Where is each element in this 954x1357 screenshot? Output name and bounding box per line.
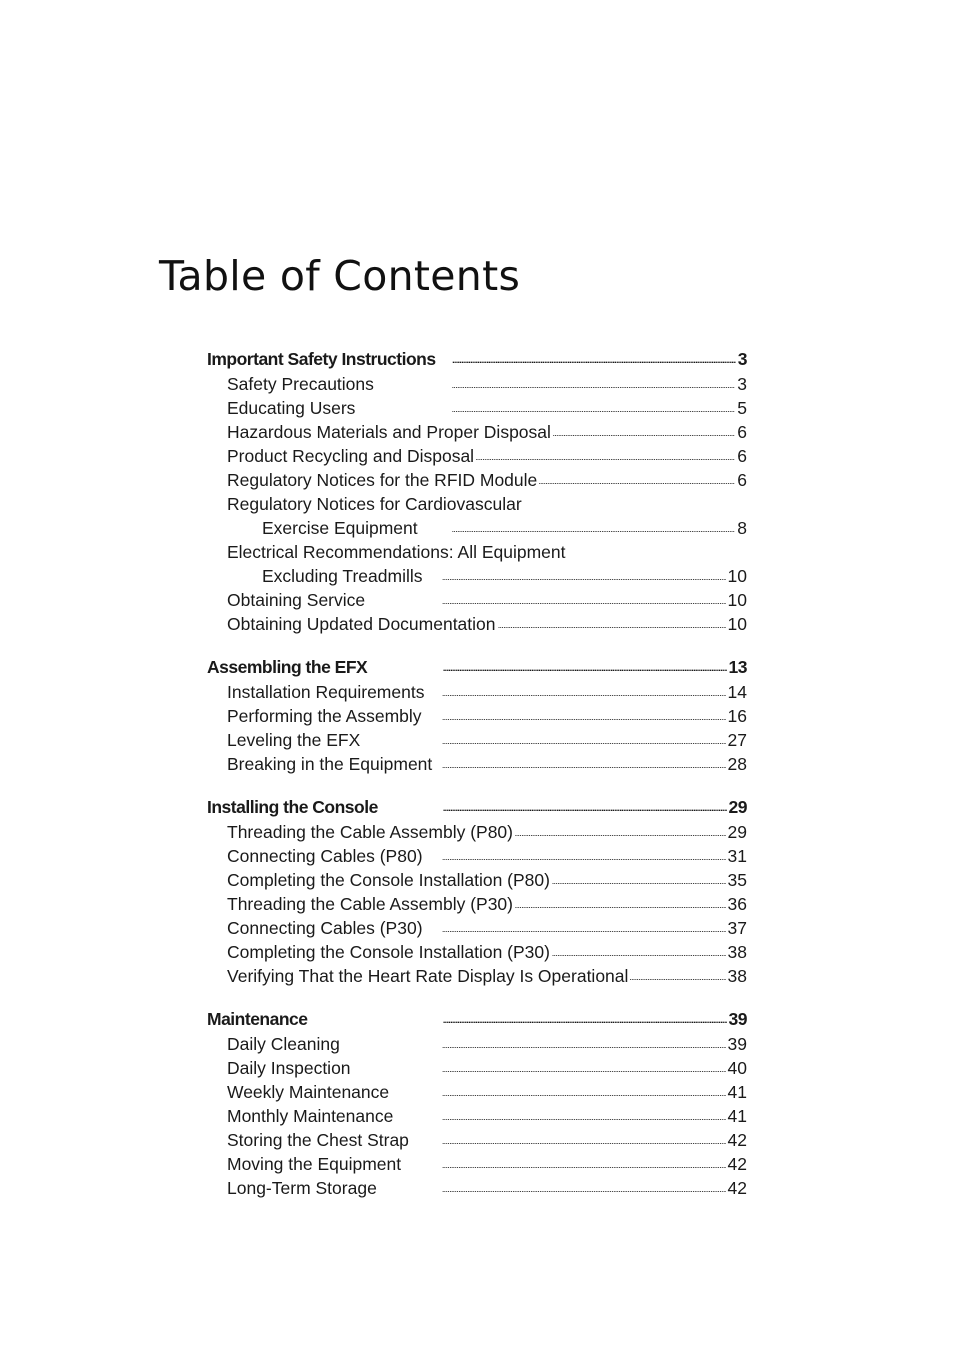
toc-entry[interactable]: [207, 372, 747, 396]
toc-entry-page: 35: [727, 870, 747, 890]
toc-entry[interactable]: [207, 1128, 747, 1152]
toc-entry-page: 6: [737, 422, 747, 442]
toc-entry[interactable]: [207, 844, 747, 868]
toc-entry[interactable]: [207, 752, 747, 776]
dot-leader: [376, 373, 735, 391]
dot-leader: [362, 729, 725, 747]
dot-leader: [476, 445, 735, 463]
toc-entry-page: 42: [727, 1130, 747, 1150]
toc-entry-label: Moving the Equipment: [227, 1154, 402, 1174]
dot-leader: [553, 421, 735, 439]
dot-leader: [424, 705, 726, 723]
toc-entry[interactable]: [207, 1176, 747, 1200]
toc-entry-label: Long-Term Storage: [227, 1178, 377, 1198]
toc-entry-label: Completing the Console Installation (P80): [227, 870, 550, 890]
toc-entry-label: Connecting Cables (P30): [227, 918, 423, 938]
toc-heading[interactable]: [207, 654, 747, 680]
toc-entry-page: 31: [727, 846, 747, 866]
toc-entry[interactable]: [207, 1104, 747, 1128]
dot-leader: [411, 1129, 726, 1147]
toc-entry-page: 6: [737, 446, 747, 466]
toc-entry-label: Regulatory Notices for Cardiovascular: [227, 494, 522, 514]
dot-leader: [424, 565, 725, 583]
toc-heading-page: 3: [737, 349, 747, 369]
dot-leader: [630, 965, 725, 983]
dot-leader: [438, 348, 736, 366]
dot-leader: [395, 1105, 725, 1123]
toc-entry[interactable]: [207, 1056, 747, 1080]
dot-leader: [379, 1177, 726, 1195]
toc-entry-label: Weekly Maintenance: [227, 1082, 390, 1102]
toc-entry-page: 6: [737, 470, 747, 490]
toc-entry-page: 38: [727, 942, 747, 962]
toc-entry-page: 28: [727, 754, 747, 774]
dot-leader: [426, 681, 725, 699]
toc-entry-label: Monthly Maintenance: [227, 1106, 394, 1126]
toc-entry-label: Leveling the EFX: [227, 730, 361, 750]
toc-entry-label: Verifying That the Heart Rate Display Is Operational: [227, 966, 629, 986]
toc-entry-label: Daily Cleaning: [227, 1034, 340, 1054]
toc-entry-continued-label: Excluding Treadmills: [262, 566, 423, 586]
page-title: Table of Contents: [159, 252, 521, 300]
toc-entry-label: Threading the Cable Assembly (P80): [227, 822, 513, 842]
toc-entry-page: 29: [727, 822, 747, 842]
toc-entry[interactable]: [207, 588, 747, 612]
toc-heading[interactable]: [207, 794, 747, 820]
toc-entry[interactable]: [207, 680, 747, 704]
toc-heading-page: 13: [728, 657, 747, 677]
toc-entry-label: Installation Requirements: [227, 682, 425, 702]
dot-leader: [515, 893, 726, 911]
toc-section: [207, 346, 747, 636]
toc-entry-label: Connecting Cables (P80): [227, 846, 423, 866]
toc-entry-page: 16: [727, 706, 747, 726]
toc-entry[interactable]: [207, 820, 747, 844]
dot-leader: [552, 941, 726, 959]
dot-leader: [369, 656, 726, 674]
toc-entry-label: Obtaining Service: [227, 590, 366, 610]
toc-entry-label: Regulatory Notices for the RFID Module: [227, 470, 538, 490]
toc-entry-page: 10: [727, 590, 747, 610]
toc-entry-label: Safety Precautions: [227, 374, 374, 394]
toc-entry-label: Product Recycling and Disposal: [227, 446, 475, 466]
toc-heading-page: 39: [728, 1009, 747, 1029]
toc-entry-page: 42: [727, 1154, 747, 1174]
toc-entry[interactable]: [207, 704, 747, 728]
dot-leader: [515, 821, 726, 839]
toc-section: [207, 654, 747, 776]
toc-entry[interactable]: [207, 964, 747, 988]
dot-leader: [425, 917, 726, 935]
toc-entry-page: 40: [727, 1058, 747, 1078]
toc-entry-page: 3: [737, 374, 747, 394]
dot-leader: [357, 397, 735, 415]
toc-entry-continued[interactable]: [207, 516, 747, 540]
dot-leader: [342, 1033, 726, 1051]
toc-entry-label: Completing the Console Installation (P30): [227, 942, 550, 962]
dot-leader: [539, 469, 735, 487]
toc-entry-continued-label: Exercise Equipment: [262, 518, 418, 538]
toc-entry[interactable]: [207, 444, 747, 468]
toc-entry[interactable]: [207, 1152, 747, 1176]
toc-section: [207, 1006, 747, 1200]
toc-entry[interactable]: [207, 540, 747, 564]
toc-entry-label: Threading the Cable Assembly (P30): [227, 894, 513, 914]
dot-leader: [391, 1081, 725, 1099]
dot-leader: [353, 1057, 726, 1075]
toc-entry-label: Daily Inspection: [227, 1058, 351, 1078]
toc-entry-page: 5: [737, 398, 747, 418]
toc-heading-page: 29: [728, 797, 747, 817]
toc-heading-label: Important Safety Instructions: [207, 349, 436, 369]
toc-entry[interactable]: [207, 1080, 747, 1104]
toc-entry[interactable]: [207, 728, 747, 752]
toc-entry-page: 10: [727, 614, 747, 634]
toc-entry-page: 41: [727, 1106, 747, 1126]
table-of-contents: [207, 346, 747, 1200]
dot-leader: [403, 1153, 725, 1171]
toc-entry-continued[interactable]: [207, 564, 747, 588]
toc-entry-page: 14: [727, 682, 747, 702]
toc-entry-page: 41: [727, 1082, 747, 1102]
toc-entry[interactable]: [207, 868, 747, 892]
toc-entry[interactable]: [207, 892, 747, 916]
toc-entry-label: Storing the Chest Strap: [227, 1130, 409, 1150]
toc-entry[interactable]: [207, 1032, 747, 1056]
toc-entry-label: Hazardous Materials and Proper Disposal: [227, 422, 551, 442]
dot-leader: [367, 589, 725, 607]
dot-leader: [380, 796, 727, 814]
dot-leader: [420, 517, 736, 535]
toc-entry-page: 37: [727, 918, 747, 938]
toc-entry-page: 39: [727, 1034, 747, 1054]
toc-entry-label: Obtaining Updated Documentation: [227, 614, 496, 634]
dot-leader: [552, 869, 726, 887]
toc-entry-continued-page: 10: [727, 566, 747, 586]
toc-entry-continued-page: 8: [737, 518, 747, 538]
toc-heading[interactable]: [207, 346, 747, 372]
toc-section: [207, 794, 747, 988]
toc-entry-label: Educating Users: [227, 398, 356, 418]
toc-entry[interactable]: [207, 940, 747, 964]
toc-entry-page: 27: [727, 730, 747, 750]
dot-leader: [425, 845, 726, 863]
toc-entry-label: Performing the Assembly: [227, 706, 422, 726]
toc-entry[interactable]: [207, 612, 747, 636]
toc-entry[interactable]: [207, 468, 747, 492]
toc-entry-page: 42: [727, 1178, 747, 1198]
toc-entry[interactable]: [207, 396, 747, 420]
toc-heading-label: Maintenance: [207, 1009, 308, 1029]
toc-entry-label: Breaking in the Equipment: [227, 754, 433, 774]
dot-leader: [434, 753, 725, 771]
toc-heading-label: Assembling the EFX: [207, 657, 368, 677]
dot-leader: [498, 613, 726, 631]
toc-heading-label: Installing the Console: [207, 797, 378, 817]
toc-entry-label: Electrical Recommendations: All Equipment: [227, 542, 566, 562]
toc-entry[interactable]: [207, 492, 747, 516]
toc-entry-page: 36: [727, 894, 747, 914]
toc-entry[interactable]: [207, 916, 747, 940]
toc-entry-page: 38: [727, 966, 747, 986]
toc-heading[interactable]: [207, 1006, 747, 1032]
dot-leader: [310, 1008, 727, 1026]
toc-entry[interactable]: [207, 420, 747, 444]
